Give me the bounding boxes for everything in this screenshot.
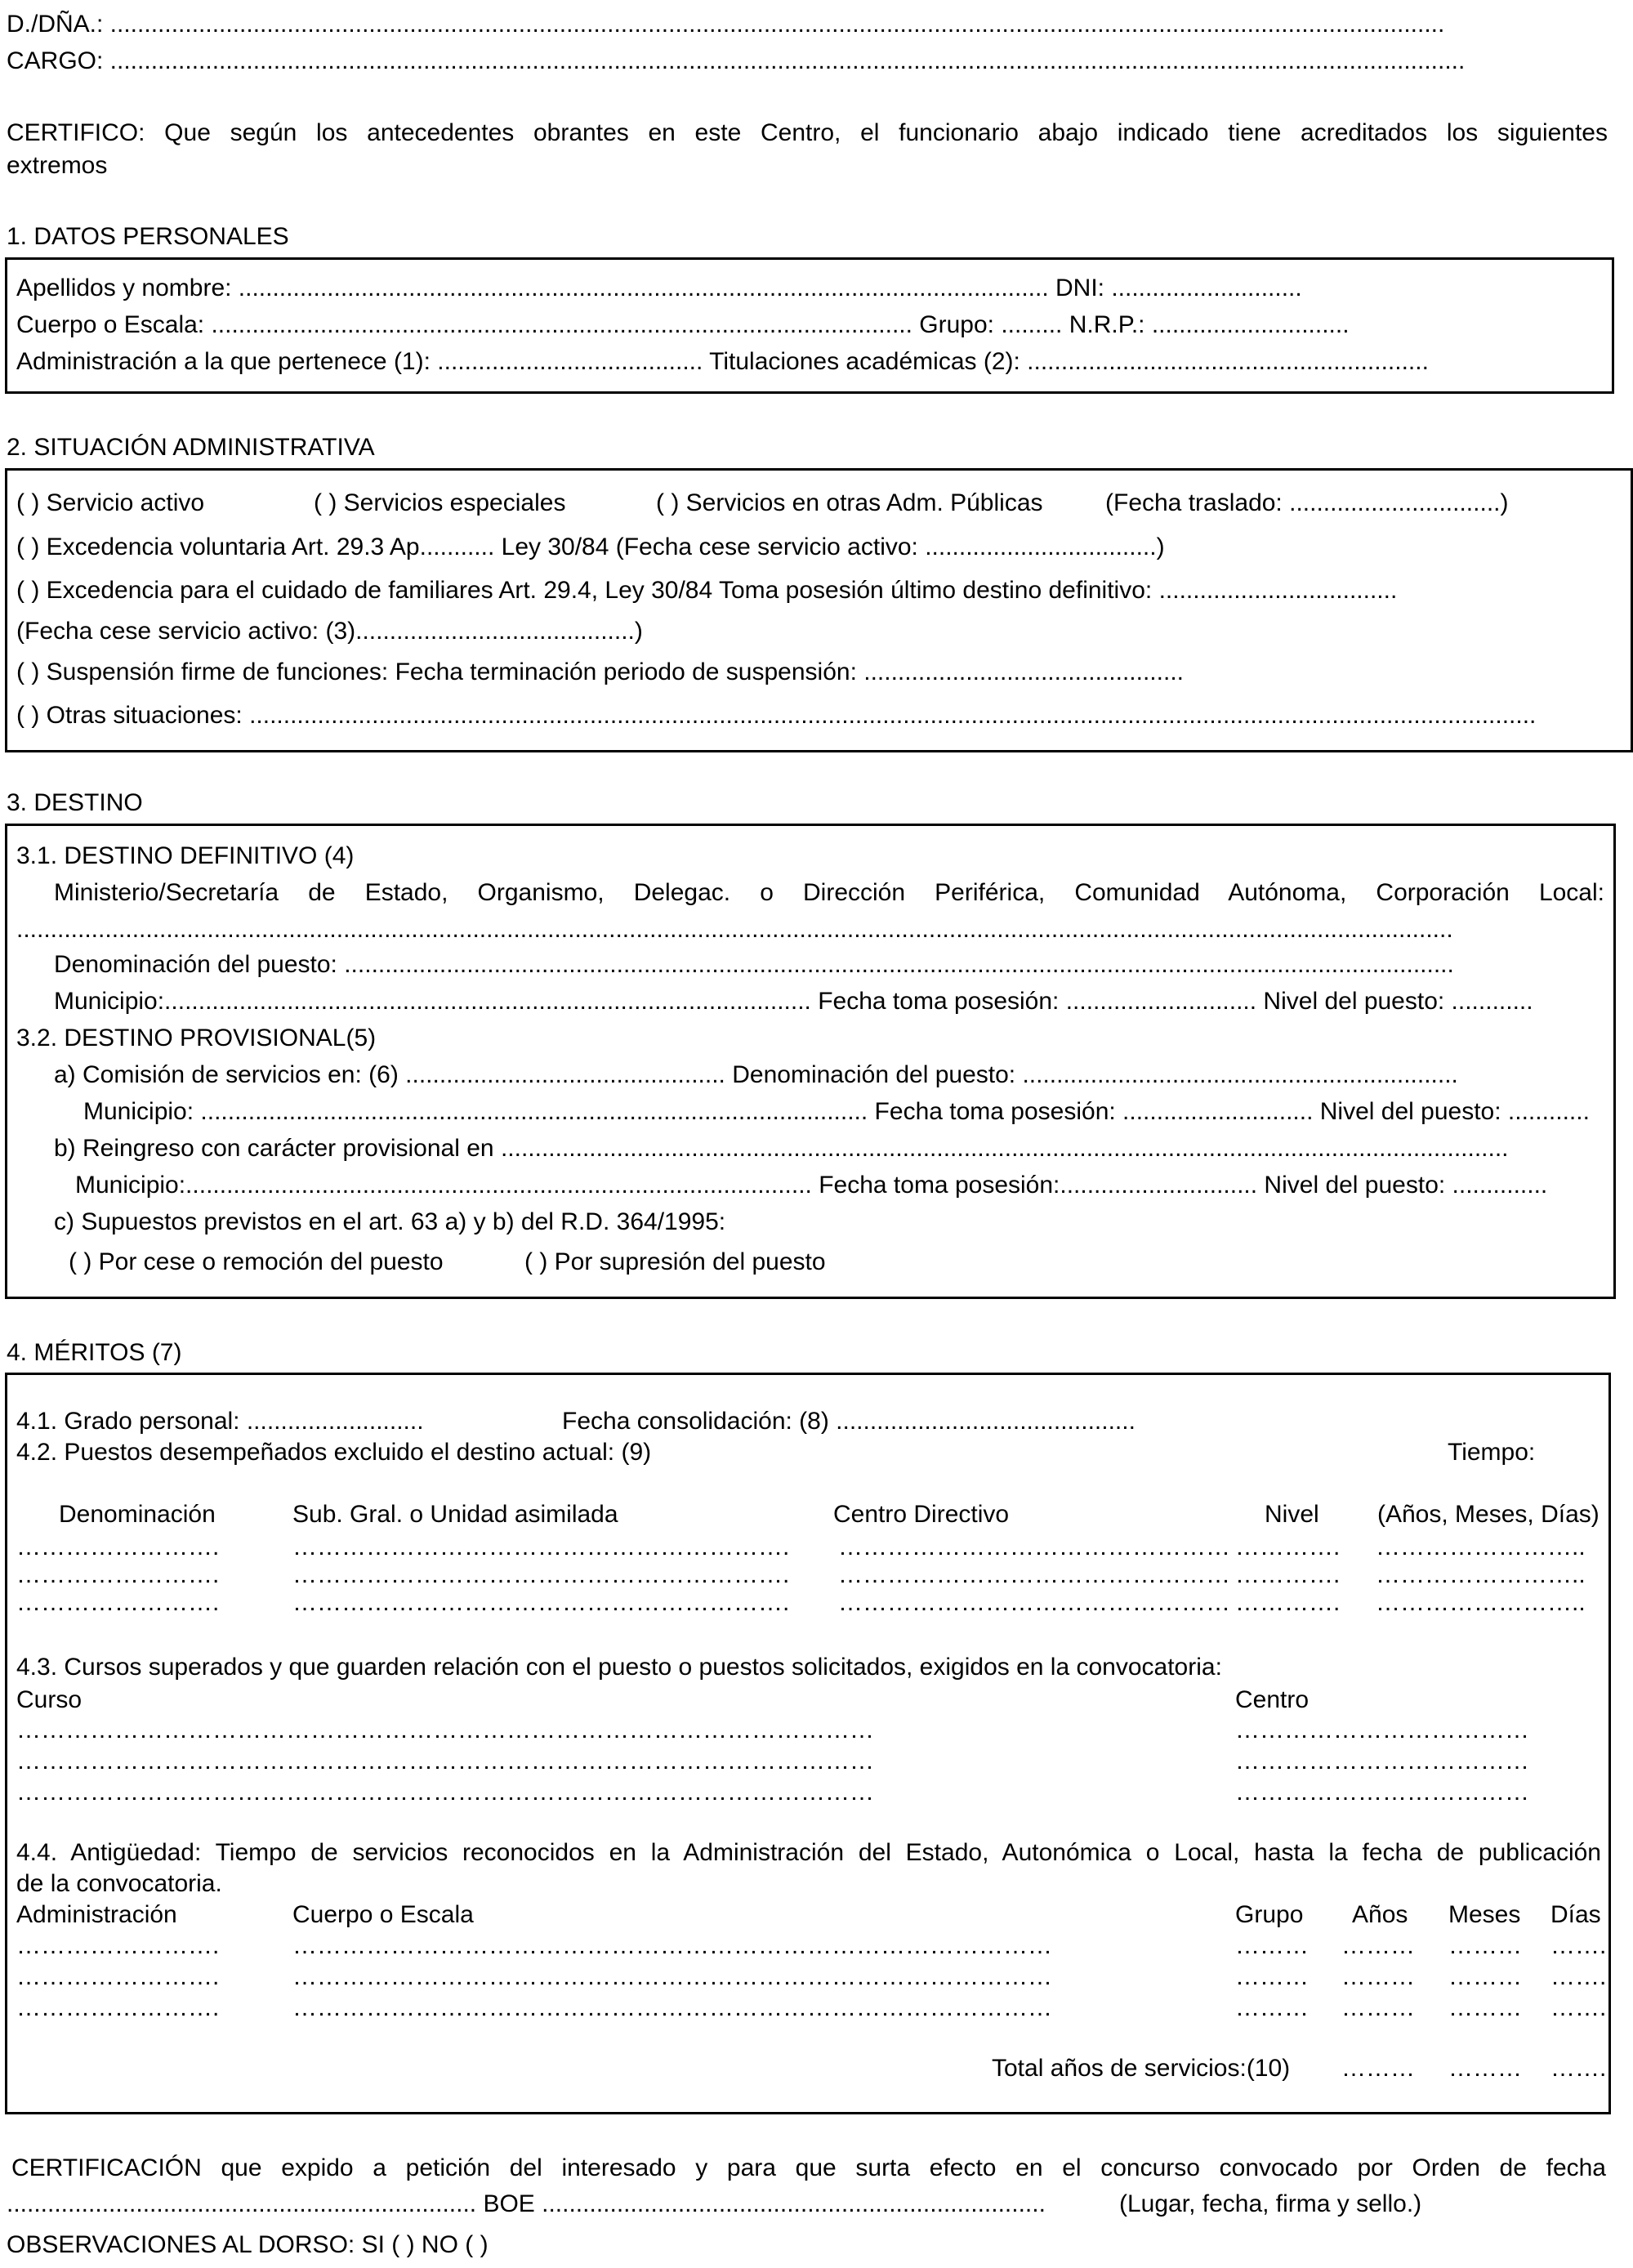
cursos-title: 4.3. Cursos superados y que guarden relación con el puesto o puestos solicitados, exigidos en la convocatoria: xyxy=(16,1654,1222,1681)
table-row-cell: ………………………………………………………………………………… xyxy=(292,1932,1052,1959)
table-row-cell: ……………………. xyxy=(16,1534,220,1560)
total-meses: ……… xyxy=(1448,2055,1522,2082)
col-meses: Meses xyxy=(1448,1901,1521,1928)
table-row-cell: ………………………………………… xyxy=(838,1534,1230,1560)
personal-line-2: Cuerpo o Escala: ....................................................................................................... Grupo: ......... N.R.P.: ............................. xyxy=(16,311,1350,338)
table-row-cell: ……. xyxy=(1550,1963,1607,1990)
situation-others: ( ) Otras situaciones: ............................................................................................................................................................................................. xyxy=(16,702,1537,729)
certification-boe: ..................................................................... BOE .......................................................................... xyxy=(7,2190,1046,2217)
col-nivel: Nivel xyxy=(1265,1501,1319,1528)
provisional-case-removal: ( ) Por cese o remoción del puesto xyxy=(69,1248,444,1275)
table-row-cell: …………. xyxy=(1235,1534,1341,1560)
total-anos: ……… xyxy=(1341,2055,1415,2082)
table-row-cell: ………………………………………… xyxy=(838,1589,1230,1616)
col-centro: Centro xyxy=(1235,1686,1310,1713)
section-2-title: 2. SITUACIÓN ADMINISTRATIVA xyxy=(7,434,375,461)
provisional-cases: c) Supuestos previstos en el art. 63 a) y b) del R.D. 364/1995: xyxy=(54,1208,726,1235)
table-row-cell: ……… xyxy=(1341,1994,1415,2021)
table-row-cell: ……………………………………………………. xyxy=(292,1589,790,1616)
provisional-reentry-municipality: Municipio:............................................................................................ Fecha toma posesión:............................. Nivel del puesto: .............. xyxy=(75,1172,1548,1199)
antiguedad-title-cont: de la convocatoria. xyxy=(16,1870,222,1897)
situation-transfer-date: (Fecha traslado: ...............................) xyxy=(1105,489,1509,516)
antiguedad-title: 4.4. Antigüedad: Tiempo de servicios reconocidos en la Administración del Estado, Autonómica o Local, hasta la fecha de publicación xyxy=(16,1839,1601,1866)
table-row-cell: ………………………………………………………………………………… xyxy=(292,1994,1052,2021)
provisional-case-suppression: ( ) Por supresión del puesto xyxy=(524,1248,826,1275)
situation-voluntary-leave: ( ) Excedencia voluntaria Art. 29.3 Ap........... Ley 30/84 (Fecha cese servicio activo: ..................................) xyxy=(16,534,1165,560)
definitive-title: 3.1. DESTINO DEFINITIVO (4) xyxy=(16,842,355,869)
table-row-cell: …………………………………………………………………………………………… xyxy=(16,1717,874,1743)
definitive-ministry: Ministerio/Secretaría de Estado, Organismo, Delegac. o Dirección Periférica, Comunidad Autónoma, Corporación Local: xyxy=(54,879,1604,906)
table-row-cell: …………………………………………………………………………………………… xyxy=(16,1748,874,1775)
table-row-cell: ……… xyxy=(1448,1932,1522,1959)
table-row-cell: ………………………………………………………………………………… xyxy=(292,1963,1052,1990)
table-row-cell: ……………………………… xyxy=(1235,1748,1529,1775)
table-row-cell: ……………………. xyxy=(16,1994,220,2021)
section-1-title: 1. DATOS PERSONALES xyxy=(7,223,289,250)
provisional-reentry: b) Reingreso con carácter provisional en .................................................................................................................................................... xyxy=(54,1135,1509,1162)
situation-active: ( ) Servicio activo xyxy=(16,489,205,516)
certifico-text-cont: extremos xyxy=(7,152,108,179)
col-curso: Curso xyxy=(16,1686,83,1713)
table-row-cell: ……………………. xyxy=(16,1932,220,1959)
certifico-text: CERTIFICO: Que según los antecedentes obrantes en este Centro, el funcionario abajo indicado tiene acreditados los siguientes xyxy=(7,119,1608,146)
table-row-cell: ……………………. xyxy=(16,1589,220,1616)
col-grupo: Grupo xyxy=(1235,1901,1304,1928)
situation-other-adm: ( ) Servicios en otras Adm. Públicas xyxy=(656,489,1043,516)
table-row-cell: ……… xyxy=(1341,1932,1415,1959)
table-row-cell: …………. xyxy=(1235,1589,1341,1616)
section-3-title: 3. DESTINO xyxy=(7,789,143,816)
col-anos: Años xyxy=(1352,1901,1408,1928)
provisional-title: 3.2. DESTINO PROVISIONAL(5) xyxy=(16,1025,377,1051)
table-row-cell: ……………………………… xyxy=(1235,1717,1529,1743)
table-row-cell: ……………………………… xyxy=(1235,1779,1529,1806)
cargo-line: CARGO: ....................................................................................................................................................................................................... xyxy=(7,47,1466,74)
certification-text: CERTIFICACIÓN que expido a petición del interesado y para que surta efecto en el concurso convocado por Orden de fecha xyxy=(11,2154,1606,2181)
personal-line-3: Administración a la que pertenece (1): ....................................... Titulaciones académicas (2): ........................................................... xyxy=(16,348,1429,375)
table-row-cell: …………………….. xyxy=(1376,1534,1586,1560)
col-subgral: Sub. Gral. o Unidad asimilada xyxy=(292,1501,618,1528)
table-row-cell: ……… xyxy=(1235,1963,1309,1990)
total-label: Total años de servicios:(10) xyxy=(992,2055,1291,2082)
name-line: D./DÑA.: .................................................................................................................................................................................................... xyxy=(7,11,1445,38)
observaciones: OBSERVACIONES AL DORSO: SI ( ) NO ( ) xyxy=(7,2231,489,2258)
fecha-consolidacion: Fecha consolidación: (8) ............................................ xyxy=(562,1408,1136,1435)
col-denominacion: Denominación xyxy=(59,1501,216,1528)
definitive-municipality: Municipio:............................................................................................... Fecha toma posesión: ............................ Nivel del puesto: ............ xyxy=(54,988,1533,1015)
table-row-cell: ……… xyxy=(1341,1963,1415,1990)
col-administracion: Administración xyxy=(16,1901,177,1928)
table-row-cell: ……………………. xyxy=(16,1561,220,1588)
total-dias: ……. xyxy=(1550,2055,1607,2082)
col-cuerpo: Cuerpo o Escala xyxy=(292,1901,474,1928)
tiempo-label: Tiempo: xyxy=(1448,1439,1536,1466)
situation-special: ( ) Servicios especiales xyxy=(314,489,566,516)
table-row-cell: ……… xyxy=(1235,1994,1309,2021)
puestos-title: 4.2. Puestos desempeñados excluido el destino actual: (9) xyxy=(16,1439,652,1466)
section-4-title: 4. MÉRITOS (7) xyxy=(7,1339,182,1366)
col-centro-directivo: Centro Directivo xyxy=(833,1501,1010,1528)
table-row-cell: ……… xyxy=(1448,1994,1522,2021)
situation-cese-date: (Fecha cese servicio activo: (3).........................................) xyxy=(16,618,643,645)
table-row-cell: ……. xyxy=(1550,1994,1607,2021)
table-row-cell: ……… xyxy=(1235,1932,1309,1959)
table-row-cell: ……… xyxy=(1448,1963,1522,1990)
table-row-cell: …………………….. xyxy=(1376,1561,1586,1588)
definitive-ministry-dots: ................................................................................................................................................................................................................... xyxy=(16,916,1453,943)
table-row-cell: …………………………………………………………………………………………… xyxy=(16,1779,874,1806)
personal-line-1: Apellidos y nombre: ....................................................................................................................... DNI: ............................ xyxy=(16,275,1302,301)
col-dias: Días xyxy=(1550,1901,1601,1928)
table-row-cell: …………. xyxy=(1235,1561,1341,1588)
situation-suspension: ( ) Suspensión firme de funciones: Fecha terminación periodo de suspensión: ............................................... xyxy=(16,659,1184,685)
definitive-post-name: Denominación del puesto: ................................................................................................................................................................... xyxy=(54,951,1454,978)
signature-note: (Lugar, fecha, firma y sello.) xyxy=(1119,2190,1422,2217)
grado-personal: 4.1. Grado personal: .......................... xyxy=(16,1408,424,1435)
table-row-cell: ………………………………………… xyxy=(838,1561,1230,1588)
provisional-commission: a) Comisión de servicios en: (6) ............................................... Denominación del puesto: ................................................................ xyxy=(54,1061,1458,1088)
col-tiempo: (Años, Meses, Días) xyxy=(1377,1501,1600,1528)
table-row-cell: ……………………………………………………. xyxy=(292,1534,790,1560)
situation-family-leave: ( ) Excedencia para el cuidado de familiares Art. 29.4, Ley 30/84 Toma posesión último destino definitivo: ................................... xyxy=(16,577,1398,604)
table-row-cell: …………………….. xyxy=(1376,1589,1586,1616)
provisional-commission-municipality: Municipio: .................................................................................................. Fecha toma posesión: ............................ Nivel del puesto: ............ xyxy=(83,1098,1590,1125)
table-row-cell: ……………………………………………………. xyxy=(292,1561,790,1588)
table-row-cell: ……. xyxy=(1550,1932,1607,1959)
table-row-cell: ……………………. xyxy=(16,1963,220,1990)
